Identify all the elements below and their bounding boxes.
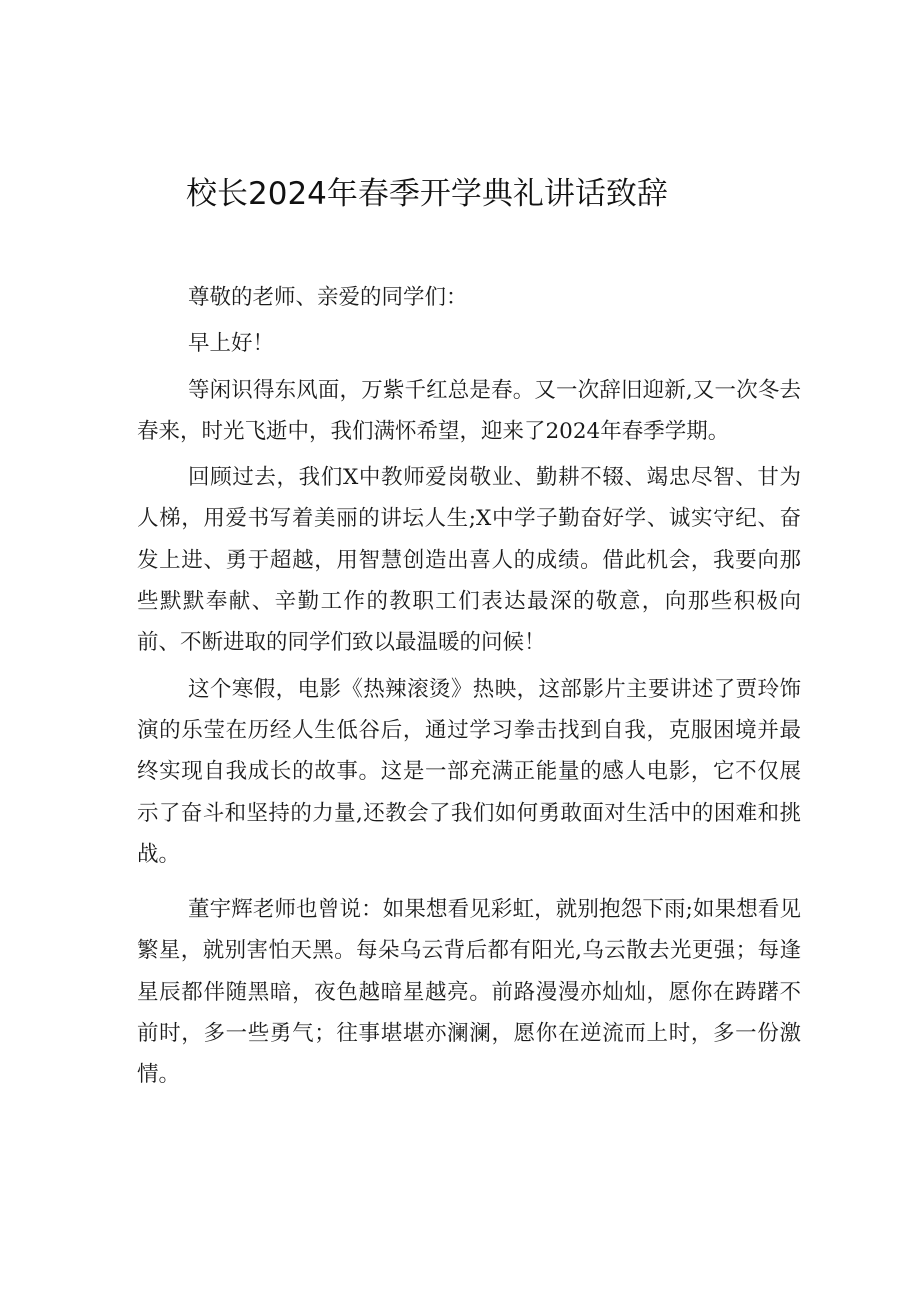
document-title: 校长2024年春季开学典礼讲话致辞	[186, 176, 668, 212]
document-body	[137, 277, 801, 1096]
paragraph-quote: 董宇辉老师也曾说：如果想看见彩虹，就别抱怨下雨;如果想看见繁星，就别害怕天黑。每朵乌云背后都有阳光,乌云散去光更强；每逢星辰都伴随黑暗，夜色越暗星越亮。前路漫漫亦灿灿，愿你在踌躇不前时，多一些勇气；往事堪堪亦澜澜，愿你在逆流而上时，多一份激情。	[137, 897, 801, 1088]
paragraph-review: 回顾过去，我们X中教师爱岗敬业、勤耕不辍、竭忠尽智、甘为人梯，用爱书写着美丽的讲坛人生;X中学子勤奋好学、诚实守纪、奋发上进、勇于超越，用智慧创造出喜人的成绩。借此机会，我要向那些默默奉献、辛勤工作的教职工们表达最深的敬意，向那些积极向前、不断进取的同学们致以最温暖的问候！	[137, 465, 801, 656]
paragraph-opening: 等闲识得东风面，万紫千红总是春。又一次辞旧迎新,又一次冬去春来，时光飞逝中，我们满怀希望，迎来了2024年春季学期。	[137, 377, 801, 444]
paragraph-movie: 这个寒假，电影《热辣滚烫》热映，这部影片主要讲述了贾玲饰演的乐莹在历经人生低谷后，通过学习拳击找到自我，克服困境并最终实现自我成长的故事。这是一部充满正能量的感人电影，它不仅展示了奋斗和坚持的力量,还教会了我们如何勇敢面对生活中的困难和挑战。	[137, 676, 801, 867]
greeting: 早上好！	[188, 331, 275, 357]
salutation: 尊敬的老师、亲爱的同学们：	[188, 285, 468, 310]
